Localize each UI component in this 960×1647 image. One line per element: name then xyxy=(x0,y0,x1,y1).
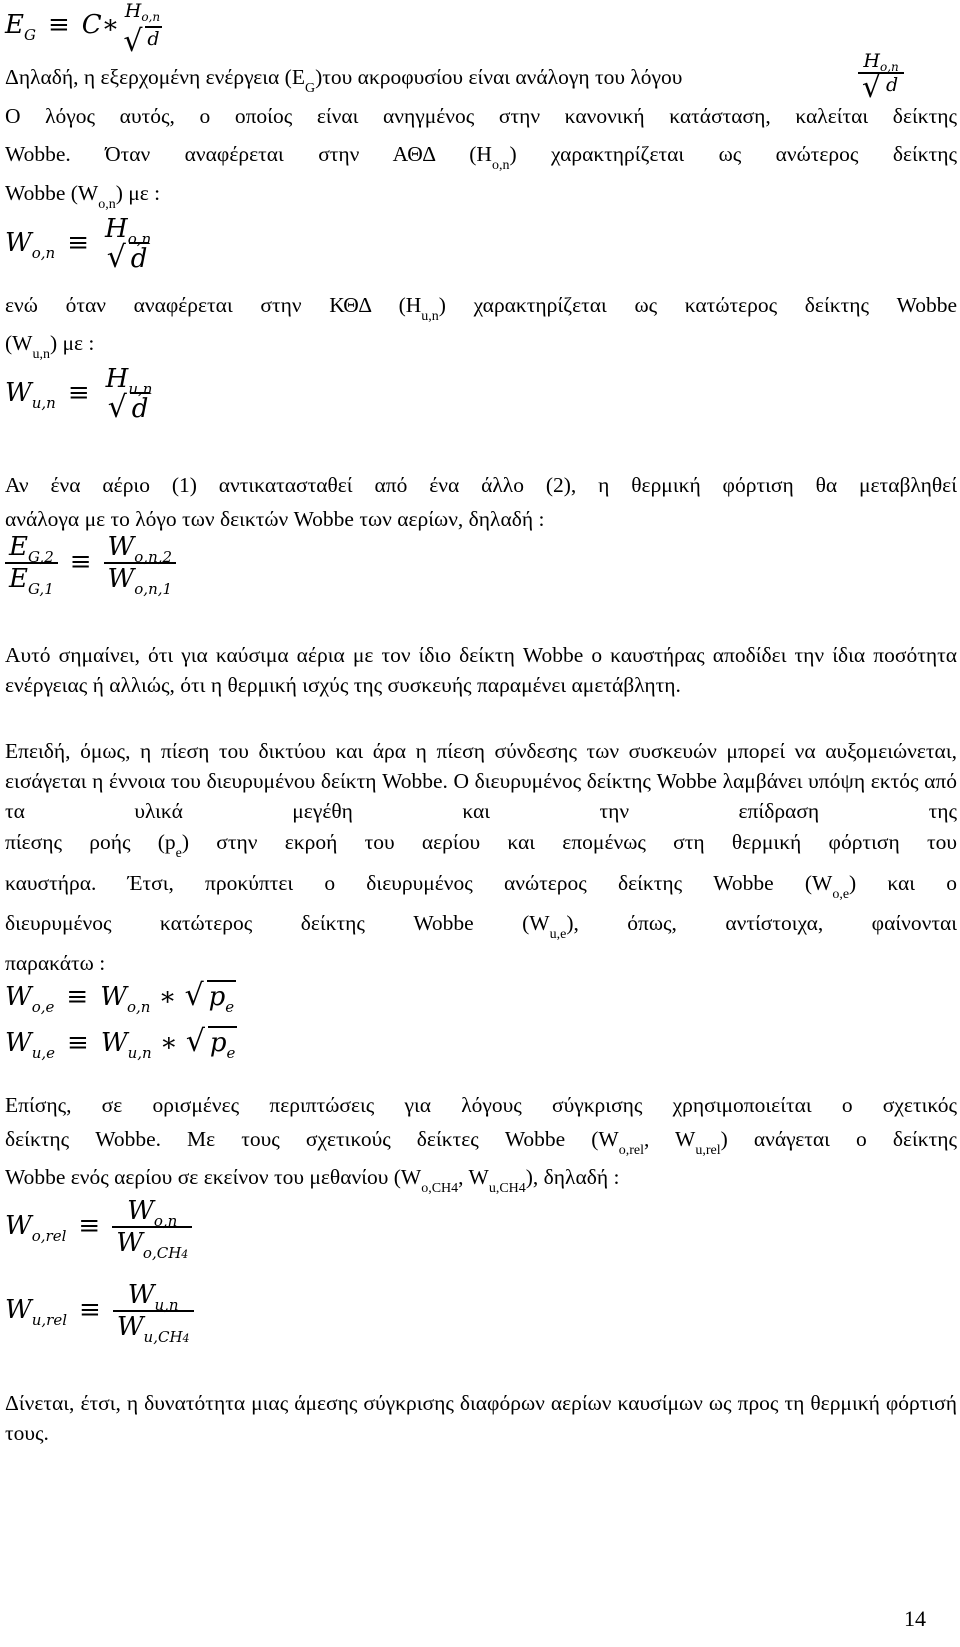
paragraph-18: Δίνεται, έτσι, η δυνατότητα μιας άμεσης σύγκρισης διαφόρων αερίων καυσίμων ως προς τη θερμική φόρτισή τους. xyxy=(5,1391,957,1445)
paragraph-14: παρακάτω : xyxy=(5,951,106,975)
paragraph-9: Αυτό σημαίνει, ότι για καύσιμα αέρια με τον ίδιο δείκτη Wobbe ο καυστήρας αποδίδει την ίδια ποσότητα ενέργειας ή αλλιώς, ότι η θερμική ισχύς της συσκευής παραμένει αμετάβλητη. xyxy=(5,643,957,697)
equation-wobbe-extended-upper: $W_{o,e} \equiv W_{o,n}$ ∗ √ $p_e$ xyxy=(5,982,236,1012)
paragraph-10: Επειδή, όμως, η πίεση του δικτύου και άρα η πίεση σύνδεσης των συσκευών μπορεί να αυξομειώνεται, εισάγεται η έννοια του διευρυμένου δείκτη Wobbe. Ο διευρυμένος δείκτης Wobbe λαμβάνει υπόψη εκτός από τα υλικά μεγέθη και την επίδραση της xyxy=(5,739,957,823)
equation-energy-ratio: $\frac{E_{G,2}}{E_{G,1}}$ ≡ $\frac{W_{o,n,2}}{W_{o,n,1}}$ xyxy=(5,532,176,594)
paragraph-17: Wobbe ενός αερίου σε εκείνον του μεθανίου ($W_{o,CH4}$, $W_{u,CH4}$), δηλαδή : xyxy=(5,1165,620,1196)
paragraph-11: πίεσης ροής $(p_e)$ στην εκροή του αερίου και επομένως στη θερμική φόρτιση του xyxy=(5,830,957,861)
paragraph-8: ανάλογα με το λόγο των δεικτών Wobbe των αερίων, δηλαδή : xyxy=(5,507,545,531)
paragraph-7: Αν ένα αέριο (1) αντικατασταθεί από ένα άλλο (2), η θερμική φόρτιση θα μεταβληθεί xyxy=(5,473,957,497)
equation-wobbe-upper: $W_{o,n}$ ≡ $H_{o,n}$ √ d xyxy=(5,214,155,274)
equation-wobbe-lower: $W_{u,n}$ ≡ $H_{u,n}$ √ d xyxy=(5,364,156,424)
paragraph-13: διευρυμένος κατώτερος δείκτης Wobbe $(W_{u,e})$, όπως, αντίστοιχα, φαίνονται xyxy=(5,911,958,942)
paragraph-16: δείκτης Wobbe. Με τους σχετικούς δείκτες Wobbe ($W_{o,rel}$, $W_{u,rel}$) ανάγεται ο δείκτης xyxy=(5,1127,957,1158)
paragraph-5: ενώ όταν αναφέρεται στην ΚΘΔ $(H_{u,n})$ χαρακτηρίζεται ως κατώτερος δείκτης Wobbe xyxy=(5,293,957,324)
paragraph-4: Wobbe $(W_{o,n})$ με : xyxy=(5,181,161,212)
paragraph-3: Wobbe. Όταν αναφέρεται στην ΑΘΔ $(H_{o,n})$ χαρακτηρίζεται ως ανώτερος δείκτης xyxy=(5,142,957,173)
paragraph-1: Δηλαδή, η εξερχομένη ενέργεια $(E_G)\tau o\upsilon$ ακροφυσίου είναι ανάλογη του λόγου xyxy=(5,65,683,96)
paragraph-2: Ο λόγος αυτός, ο οποίος είναι ανηγμένος στην κανονική κατάσταση, καλείται δείκτης xyxy=(5,104,957,128)
page-number: 14 xyxy=(904,1606,926,1631)
equation-wobbe-relative-upper: $W_{o,rel}$ ≡ $\frac{W_{o,n}}{W_{o,CH4}}$ xyxy=(5,1196,192,1258)
equation-wobbe-extended-lower: $W_{u,e} \equiv W_{u,n}$ ∗ √ $p_e$ xyxy=(5,1028,237,1058)
ratio-inline: $H_{o,n}$ √ d xyxy=(858,50,904,96)
paragraph-12: καυστήρα. Έτσι, προκύπτει ο διευρυμένος ανώτερος δείκτης Wobbe $(W_{o,e})$ και ο xyxy=(5,871,957,902)
paragraph-6: $(W_{u,n})$ με : xyxy=(5,331,95,362)
equation-wobbe-relative-lower: $W_{u,rel}$ ≡ $\frac{W_{u,n}}{W_{u,CH4}}$ xyxy=(5,1280,194,1342)
equation-energy: $E_G$ ≡ C∗ $H_{o,n}$ √ d xyxy=(5,0,166,52)
paragraph-15: Επίσης, σε ορισμένες περιπτώσεις για λόγους σύγκρισης χρησιμοποιείται ο σχετικός xyxy=(5,1093,957,1117)
